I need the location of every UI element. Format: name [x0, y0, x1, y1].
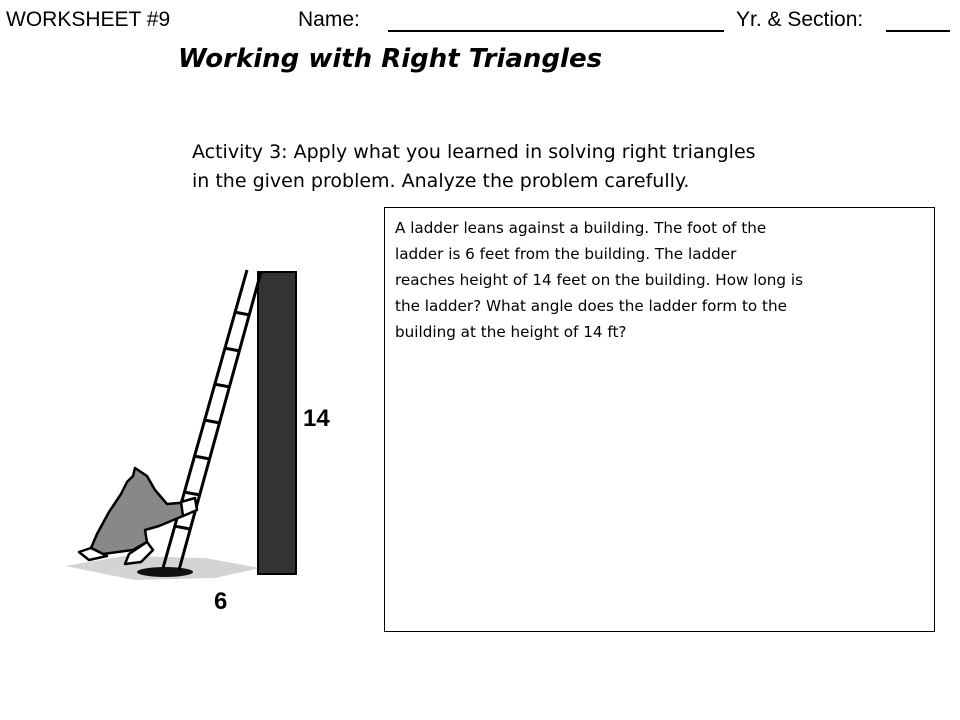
ladder-illustration — [55, 250, 355, 620]
building-wall-icon — [258, 272, 296, 574]
name-label: Name: — [298, 8, 360, 31]
problem-line: reaches height of 14 feet on the building. How long is — [395, 271, 803, 289]
problem-line: the ladder? What angle does the ladder form to the — [395, 297, 787, 315]
section-label: Yr. & Section: — [736, 8, 864, 31]
base-label: 6 — [214, 588, 228, 615]
activity-instructions — [192, 138, 872, 196]
height-label: 14 — [303, 405, 330, 432]
ladder-icon — [163, 270, 261, 570]
problem-line: building at the height of 14 ft? — [395, 323, 627, 341]
person-icon — [79, 468, 197, 564]
instructions-line: in the given problem. Analyze the problem carefully. — [192, 170, 690, 192]
worksheet-header — [6, 8, 950, 38]
worksheet-label: WORKSHEET #9 — [6, 8, 171, 31]
page-title: Working with Right Triangles — [178, 44, 603, 74]
instructions-line: Activity 3: Apply what you learned in solving right triangles — [192, 141, 756, 163]
problem-line: ladder is 6 feet from the building. The ladder — [395, 245, 737, 263]
problem-box — [384, 207, 935, 632]
problem-line: A ladder leans against a building. The foot of the — [395, 219, 767, 237]
